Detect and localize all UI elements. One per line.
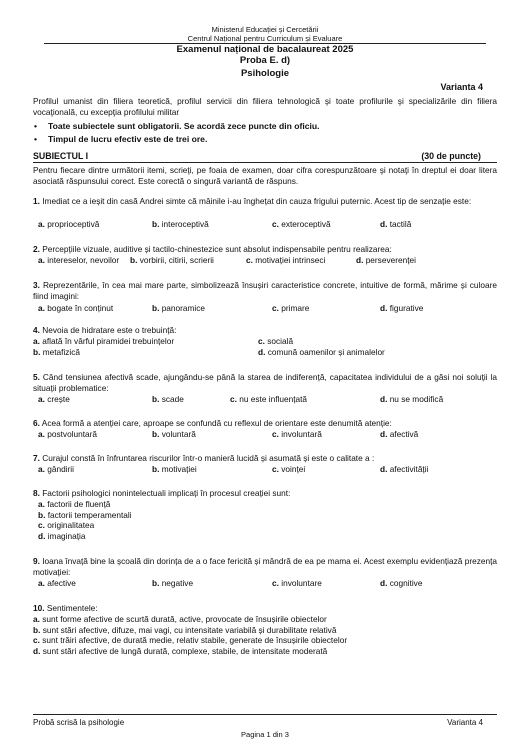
option-a: a. afective bbox=[38, 578, 76, 588]
option-a: a. sunt forme afective de scurtă durată, active, provocate de însușirile obiectelor bbox=[33, 614, 327, 624]
option-b: b. scade bbox=[152, 394, 184, 404]
option-b: b. sunt stări afective, difuze, mai vagi, cu intensitate variabilă și durabilitate relativă bbox=[33, 624, 337, 635]
option-d: d. imaginația bbox=[38, 530, 86, 541]
option-d: d. cognitive bbox=[380, 578, 423, 588]
question-6: 6. Acea formă a atenției care, aproape se confundă cu reflexul de orientare este denumită atenție: bbox=[33, 418, 392, 428]
option-b: b. factorii temperamentali bbox=[38, 509, 132, 520]
bullet-text: Toate subiectele sunt obligatorii. Se acordă zece puncte din oficiu. bbox=[48, 121, 320, 131]
option-b: b. voluntară bbox=[152, 429, 196, 439]
exam-title: Examenul național de bacalaureat 2025 bbox=[176, 44, 354, 55]
option-d: d. comună oamenilor și animalelor bbox=[258, 347, 385, 357]
option-d: d. nu se modifică bbox=[380, 394, 444, 404]
bullet-1 bbox=[34, 121, 320, 132]
option-d: d. perseverenței bbox=[356, 255, 416, 265]
option-c: c. originalitatea bbox=[38, 520, 95, 530]
option-a: a. aflată în vârful piramidei trebuințelor bbox=[33, 336, 175, 346]
question-4: 4. Nevoia de hidratare este o trebuință: bbox=[33, 325, 177, 335]
section-points: (30 de puncte) bbox=[421, 151, 481, 161]
footer-right: Varianta 4 bbox=[447, 718, 483, 727]
options-10 bbox=[33, 614, 347, 656]
question-1 bbox=[33, 196, 497, 207]
option-c: c. involuntare bbox=[272, 578, 322, 588]
bullet-icon: • bbox=[34, 134, 38, 144]
options-8 bbox=[38, 499, 132, 541]
option-b: b. panoramice bbox=[152, 303, 206, 313]
footer-divider bbox=[33, 714, 497, 715]
option-c: c. socială bbox=[258, 336, 294, 346]
bullet-icon: • bbox=[34, 121, 38, 131]
option-c: c. nu este influențată bbox=[230, 394, 308, 404]
bullet-2 bbox=[34, 134, 207, 145]
option-c: c. exteroceptivă bbox=[272, 219, 331, 229]
footer-left: Probă scrisă la psihologie bbox=[33, 718, 125, 727]
option-d: d. afectivă bbox=[380, 429, 419, 439]
option-a: a. factorii de fluență bbox=[38, 499, 111, 509]
option-a: a. crește bbox=[38, 394, 70, 404]
instructions: Pentru fiecare dintre următorii itemi, scrieţi, pe foaia de examen, doar cifra corespunzătoare şi notaţi în dreptul ei doar litera asociată răspunsului corect. Este corectă o singură variantă de răspuns. bbox=[33, 165, 497, 186]
subject-title: Psihologie bbox=[240, 68, 290, 79]
option-d: d. sunt stări afective de lungă durată, complexe, stabile, de intensitate moderată bbox=[33, 645, 328, 656]
question-7: 7. Curajul constă în înfruntarea riscurilor într-o manieră lucidă și asumată și este o calitate a : bbox=[33, 453, 375, 463]
center-name: Centrul Național pentru Curriculum și Evaluare bbox=[187, 34, 343, 43]
options-4 bbox=[33, 336, 493, 358]
option-c: c. sunt trăiri afective, de durată medie, relativ stabile, generate de însușirile obiectelor bbox=[33, 635, 348, 645]
option-b: b. motivației bbox=[152, 464, 197, 474]
option-b: b. metafizică bbox=[33, 347, 81, 357]
option-a: a. gândirii bbox=[38, 464, 74, 474]
section-title: SUBIECTUL I bbox=[33, 151, 89, 161]
option-c: c. voinței bbox=[272, 464, 306, 474]
question-text: Imediat ce a ieșit din casă Andrei simte că mâinile i-au înghețat din cauza frigului puternic. Acest tip de senzație este: bbox=[42, 196, 472, 206]
proba-title: Proba E. d) bbox=[239, 55, 291, 66]
question-5: 5. Când tensiunea afectivă scade, ajungându-se până la starea de indiferență, capacitatea individului de a găsi noi soluții la situații problematice: bbox=[33, 372, 497, 393]
option-a: a. postvoluntară bbox=[38, 429, 98, 439]
section-heading bbox=[33, 151, 497, 163]
option-d: d. tactilă bbox=[380, 219, 412, 229]
option-d: d. afectivității bbox=[380, 464, 429, 474]
variant-label: Varianta 4 bbox=[440, 82, 483, 92]
option-c: c. primare bbox=[272, 303, 310, 313]
question-3: 3. Reprezentările, în cea mai mare parte, simbolizează însușiri caracteristice concrete, intuitive de formă, mărime și culoare fiind imagini: bbox=[33, 280, 497, 301]
option-c: c. involuntară bbox=[272, 429, 322, 439]
option-b: b. vorbirii, citirii, scrierii bbox=[130, 255, 214, 265]
option-c: c. motivației intrinseci bbox=[246, 255, 326, 265]
question-number: 1. bbox=[33, 196, 40, 206]
question-10: 10. Sentimentele: bbox=[33, 603, 98, 613]
bullet-text: Timpul de lucru efectiv este de trei ore. bbox=[48, 134, 208, 144]
ministry-name: Ministerul Educației și Cercetării bbox=[211, 25, 319, 34]
option-a: a. intereselor, nevoilor bbox=[38, 255, 120, 265]
option-b: b. interoceptivă bbox=[152, 219, 209, 229]
page-number: Pagina 1 din 3 bbox=[241, 730, 289, 739]
question-9: 9. Ioana învață bine la școală din dorința de a o face fericită și mândră de ea pe mama ei. Acest exemplu evidențiază prezența motivației: bbox=[33, 556, 497, 577]
question-8: 8. Factorii psihologici nonintelectuali implicați în procesul creației sunt: bbox=[33, 488, 291, 498]
option-b: b. negative bbox=[152, 578, 194, 588]
option-a: a. proprioceptivă bbox=[38, 219, 100, 229]
question-2: 2. Percepțiile vizuale, auditive și tactilo-chinestezice sunt absolut indispensabile pentru realizarea: bbox=[33, 244, 392, 254]
option-a: a. bogate în conținut bbox=[38, 303, 114, 313]
profile-intro: Profilul umanist din filiera teoretică, profilul servicii din filiera tehnologică şi toate profilurile şi specializările din filiera vocaţională, cu excepţia profilului militar bbox=[33, 96, 497, 117]
option-d: d. figurative bbox=[380, 303, 424, 313]
